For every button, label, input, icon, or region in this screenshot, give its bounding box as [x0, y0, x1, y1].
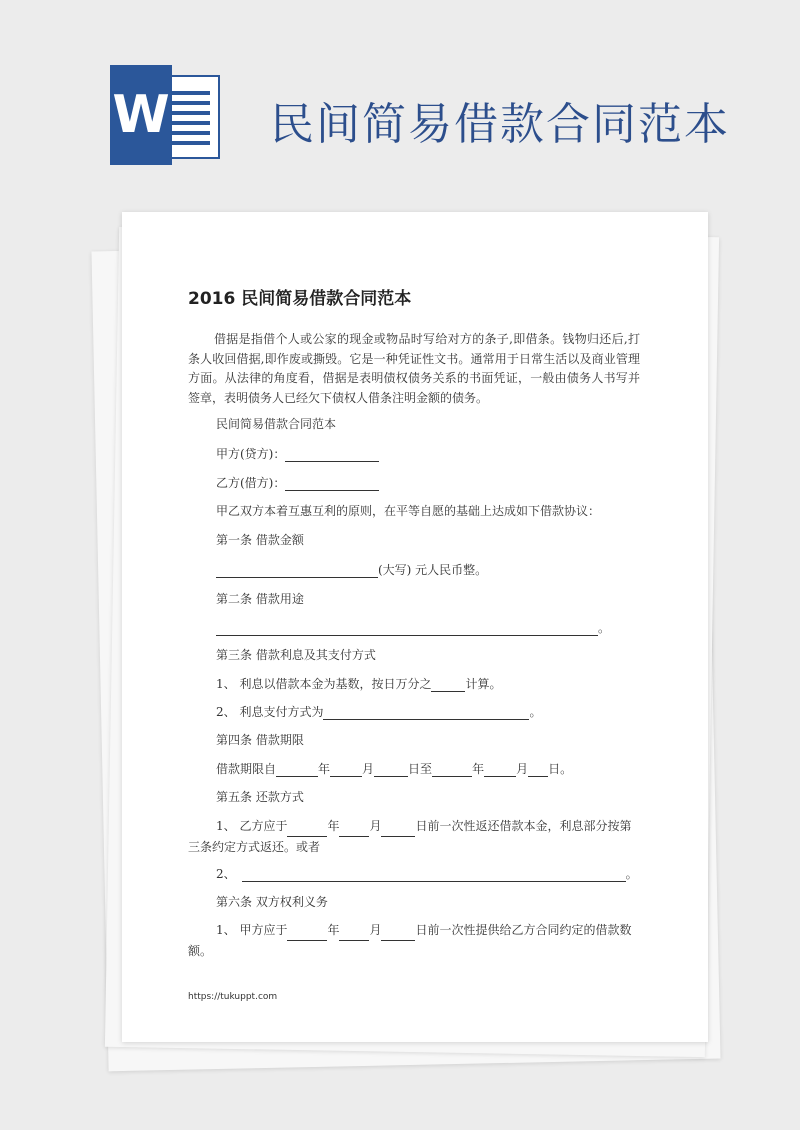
article-1-amount-line — [216, 562, 487, 578]
end-month-blank[interactable] — [484, 764, 516, 777]
provide-year-blank[interactable] — [287, 926, 327, 941]
start-day-blank[interactable] — [374, 764, 408, 777]
banner — [0, 0, 800, 210]
year-label: 年 — [327, 923, 340, 937]
provide-month-blank[interactable] — [339, 926, 369, 941]
provide-text: 日前一次性提供给乙方合同约定的借款数额。 — [188, 923, 632, 958]
word-letter: W — [110, 65, 172, 165]
day-to-label: 日至 — [408, 762, 433, 776]
article-6-heading: 第六条 双方权利义务 — [216, 895, 328, 909]
party-b-line — [216, 475, 379, 491]
repay-month-blank[interactable] — [339, 822, 369, 837]
repay-alt-label: 2、 — [216, 867, 236, 881]
repay-alt-blank[interactable] — [242, 869, 626, 882]
article-1-heading: 第一条 借款金额 — [216, 533, 304, 547]
month-label: 月 — [362, 762, 375, 776]
start-year-blank[interactable] — [276, 764, 318, 777]
article-2-heading: 第二条 借款用途 — [216, 592, 304, 606]
article-6-item-1 — [188, 920, 640, 962]
year-label: 年 — [472, 762, 485, 776]
party-a-line — [216, 446, 379, 462]
term-label: 借款期限自 — [216, 762, 277, 776]
agreement-text: 甲乙双方本着互惠互利的原则，在平等自愿的基础上达成如下借款协议： — [216, 504, 601, 518]
start-month-blank[interactable] — [330, 764, 362, 777]
party-b-blank[interactable] — [285, 478, 379, 491]
banner-title: 民间简易借款合同范本 — [270, 99, 730, 150]
repay-alt-end: 。 — [625, 867, 638, 881]
party-a-blank[interactable] — [285, 449, 379, 462]
year-label: 年 — [318, 762, 331, 776]
article-3-heading: 第三条 借款利息及其支付方式 — [216, 648, 376, 662]
word-icon — [110, 65, 220, 165]
repay-label: 1、 乙方应于 — [216, 819, 288, 833]
article-2-purpose-line — [216, 620, 610, 636]
document-title: 2016 民间简易借款合同范本 — [188, 289, 412, 309]
document-page — [122, 212, 708, 1042]
article-3-item-1 — [216, 676, 501, 692]
purpose-blank[interactable] — [216, 623, 598, 636]
article-3-item-2 — [216, 704, 541, 720]
repay-year-blank[interactable] — [287, 822, 327, 837]
party-a-label: 甲方(贷方)： — [216, 447, 286, 461]
end-year-blank[interactable] — [432, 764, 472, 777]
day-end-label: 日。 — [548, 762, 573, 776]
payment-method-end: 。 — [529, 705, 542, 719]
provide-label: 1、 甲方应于 — [216, 923, 288, 937]
month-label: 月 — [369, 923, 382, 937]
payment-method-label: 2、 利息支付方式为 — [216, 705, 324, 719]
contract-subtitle: 民间简易借款合同范本 — [216, 417, 337, 431]
article-5-heading: 第五条 还款方式 — [216, 790, 304, 804]
month-label: 月 — [516, 762, 529, 776]
year-label: 年 — [327, 819, 340, 833]
intro-paragraph: 借据是指借个人或公家的现金或物品时写给对方的条子,即借条。钱物归还后,打条人收回借据,即作废或撕毁。它是一种凭证性文书。通常用于日常生活以及商业管理方面。从法律的角度看，借据是表明债权债务关系的书面凭证，一般由债务人书写并签章，表明债务人已经欠下债权人借条注明金额的债务。 — [188, 332, 640, 405]
interest-rate-suffix: 计算。 — [465, 677, 502, 691]
end-day-blank[interactable] — [528, 764, 548, 777]
party-b-label: 乙方(借方)： — [216, 476, 286, 490]
article-4-heading: 第四条 借款期限 — [216, 733, 304, 747]
repay-text: 日前一次性返还借款本金，利息部分按第三条约定方式返还。或者 — [188, 819, 632, 854]
article-5-item-1 — [188, 816, 640, 858]
repay-day-blank[interactable] — [381, 822, 415, 837]
month-label: 月 — [369, 819, 382, 833]
payment-method-blank[interactable] — [323, 707, 529, 720]
interest-rate-blank[interactable] — [431, 679, 465, 692]
purpose-end: 。 — [598, 621, 611, 635]
article-5-item-2 — [216, 866, 638, 882]
article-4-term-line — [216, 761, 572, 777]
footer-url[interactable]: https://tukuppt.com — [188, 992, 278, 1002]
provide-day-blank[interactable] — [381, 926, 415, 941]
amount-suffix: (大写) 元人民币整。 — [378, 563, 488, 577]
amount-blank[interactable] — [216, 565, 378, 578]
interest-rate-label: 1、 利息以借款本金为基数，按日万分之 — [216, 677, 432, 691]
